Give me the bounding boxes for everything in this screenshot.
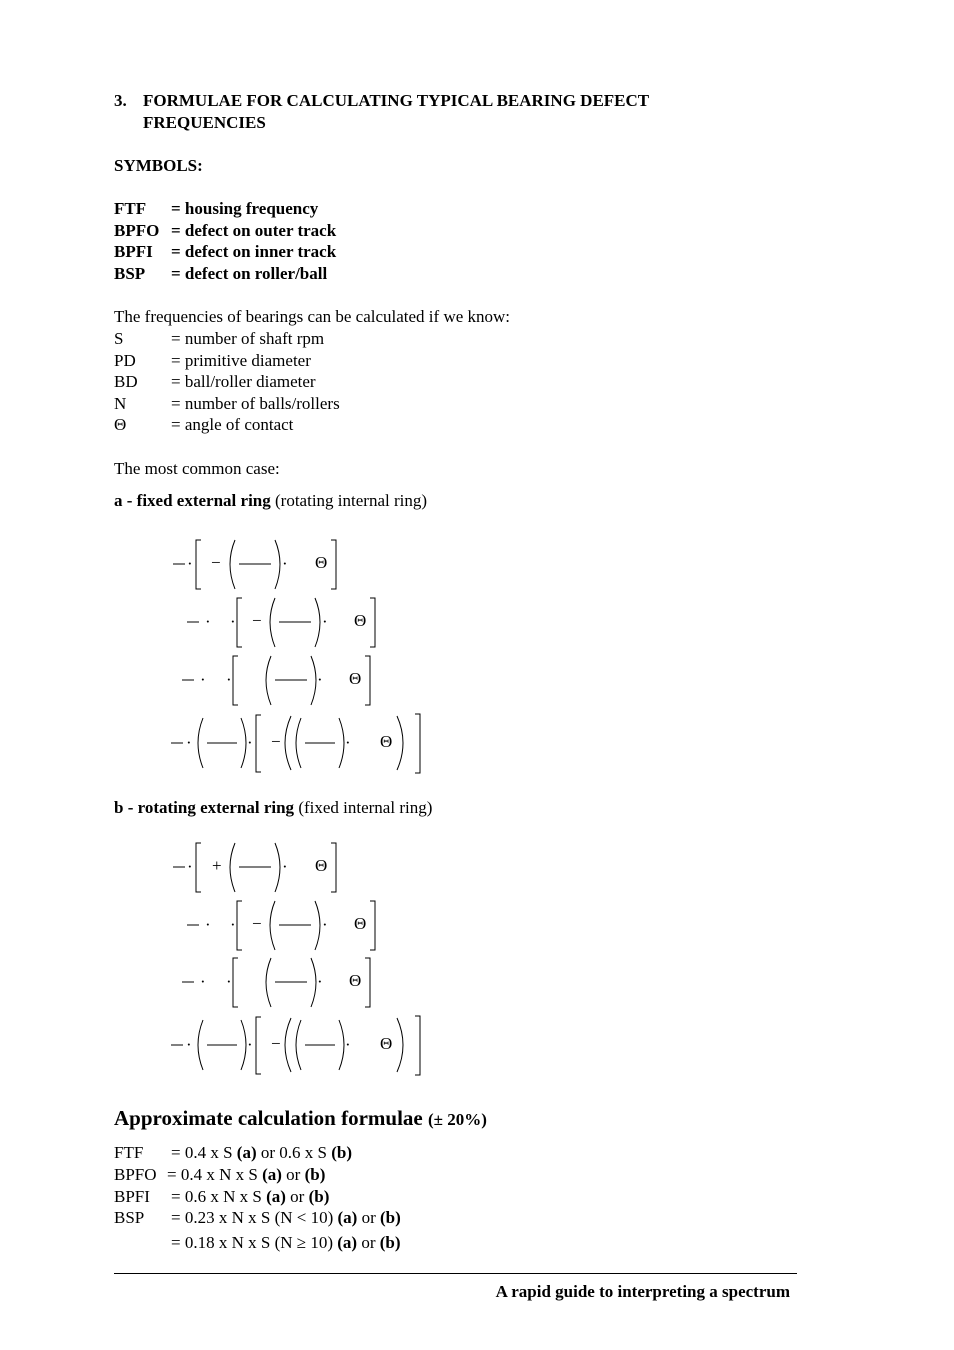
formula-dot: · xyxy=(205,915,211,934)
formula-minus: − xyxy=(252,611,262,630)
formula-dot: · xyxy=(187,554,193,573)
formula-dot: · xyxy=(247,1035,253,1054)
variable-desc: = ball/roller diameter xyxy=(171,372,316,391)
formula-dot: · xyxy=(317,972,323,991)
approx-abbr: FTF xyxy=(114,1143,144,1162)
variable-abbr: N xyxy=(114,394,127,413)
case-b-heading xyxy=(114,798,432,818)
variable-desc: = number of balls/rollers xyxy=(171,394,340,413)
formula-dot: · xyxy=(322,915,328,934)
formula-dot: · xyxy=(187,857,193,876)
formula-dot: · xyxy=(200,972,206,991)
symbol-abbr: BSP xyxy=(114,264,146,283)
approx-abbr: BPFO xyxy=(114,1165,157,1184)
case-b-bold: b - rotating external ring xyxy=(114,798,295,817)
approx-case-b: (b) xyxy=(304,1165,326,1184)
section-title-line1: FORMULAE FOR CALCULATING TYPICAL BEARING DEFECT xyxy=(143,91,650,110)
formula-dot: · xyxy=(317,670,323,689)
case-a-bold: a - fixed external ring xyxy=(114,491,271,510)
section-number: 3. xyxy=(114,91,127,110)
known-intro: The frequencies of bearings can be calculated if we know: xyxy=(114,307,511,326)
formula-minus: − xyxy=(271,732,281,751)
symbols-title: SYMBOLS: xyxy=(114,156,203,175)
approx-case-a: (a) xyxy=(337,1233,358,1252)
formula-theta: Θ xyxy=(354,914,367,933)
symbol-desc: = defect on outer track xyxy=(171,221,337,240)
formula-b-bpfi xyxy=(165,953,465,1013)
formula-dot: · xyxy=(247,733,253,752)
formula-a-bpfi xyxy=(165,651,465,711)
variable-desc: = primitive diameter xyxy=(171,351,311,370)
formula-theta: Θ xyxy=(380,1034,393,1053)
formula-dot: · xyxy=(322,612,328,631)
approx-expr-text: = 0.4 x S xyxy=(171,1143,237,1162)
case-b-normal: (fixed internal ring) xyxy=(298,798,433,817)
symbol-abbr: BPFI xyxy=(114,242,153,261)
formula-dot: · xyxy=(230,612,236,631)
symbol-desc: = defect on inner track xyxy=(171,242,337,261)
approx-case-b: (b) xyxy=(379,1233,401,1252)
formula-dot: · xyxy=(345,733,351,752)
approx-expr-text: = 0.18 x N x S (N ≥ 10) xyxy=(171,1233,338,1252)
approx-case-a: (a) xyxy=(337,1208,358,1227)
formula-minus: − xyxy=(211,553,221,572)
symbol-abbr: BPFO xyxy=(114,221,160,240)
formula-dot: · xyxy=(230,915,236,934)
formula-dot: · xyxy=(282,554,288,573)
variable-abbr: BD xyxy=(114,372,138,391)
approx-case-a: (a) xyxy=(236,1143,257,1162)
symbol-desc: = defect on roller/ball xyxy=(171,264,328,283)
approx-expr xyxy=(171,1208,401,1228)
formula-dot: · xyxy=(200,670,206,689)
footer-rule xyxy=(114,1273,797,1274)
approx-expr-text: = 0.4 x N x S xyxy=(167,1165,263,1184)
formula-b-bsp xyxy=(165,1012,485,1080)
formula-dot: · xyxy=(226,670,232,689)
formula-minus: − xyxy=(271,1034,281,1053)
formula-dot: · xyxy=(186,733,192,752)
formula-dot: · xyxy=(186,1035,192,1054)
formula-dot: · xyxy=(345,1035,351,1054)
formula-dot: · xyxy=(205,612,211,631)
formula-theta: Θ xyxy=(315,856,328,875)
approx-title-tolerance: (± 20%) xyxy=(428,1110,487,1129)
formula-dot: · xyxy=(226,972,232,991)
formula-theta: Θ xyxy=(349,971,362,990)
case-a-heading xyxy=(114,491,427,511)
approx-expr xyxy=(171,1143,352,1163)
approx-case-b: (b) xyxy=(380,1208,401,1227)
approx-title xyxy=(114,1106,487,1131)
approx-expr-text: = 0.23 x N x S (N < 10) xyxy=(171,1208,338,1227)
approx-expr xyxy=(171,1187,329,1207)
approx-case-b: (b) xyxy=(331,1143,353,1162)
footer-title: A rapid guide to interpreting a spectrum xyxy=(495,1282,790,1301)
approx-or: or xyxy=(281,1165,305,1184)
variable-desc: = number of shaft rpm xyxy=(171,329,325,348)
formula-b-ftf xyxy=(165,838,465,898)
variable-abbr: Θ xyxy=(114,415,127,434)
formula-theta: Θ xyxy=(380,732,393,751)
formula-a-bpfo xyxy=(165,593,465,653)
approx-expr xyxy=(171,1233,401,1253)
formula-minus: − xyxy=(252,914,262,933)
approx-title-main: Approximate calculation formulae xyxy=(114,1106,423,1130)
approx-or: or xyxy=(357,1208,381,1227)
approx-abbr: BPFI xyxy=(114,1187,150,1206)
approx-case-b: (b) xyxy=(308,1187,330,1206)
variable-abbr: S xyxy=(114,329,124,348)
formula-a-ftf xyxy=(165,535,465,595)
symbol-desc: = housing frequency xyxy=(171,199,319,218)
variable-desc: = angle of contact xyxy=(171,415,294,434)
section-title-line2: FREQUENCIES xyxy=(143,113,266,132)
approx-or: or 0.6 x S xyxy=(256,1143,332,1162)
formula-b-bpfo xyxy=(165,896,465,956)
formula-a-bsp xyxy=(165,710,485,778)
approx-case-a: (a) xyxy=(266,1187,286,1206)
approx-expr-text: = 0.6 x N x S xyxy=(171,1187,267,1206)
formula-theta: Θ xyxy=(315,553,328,572)
approx-expr xyxy=(167,1165,325,1185)
formula-dot: · xyxy=(282,857,288,876)
formula-theta: Θ xyxy=(349,669,362,688)
approx-abbr: BSP xyxy=(114,1208,145,1227)
formula-theta: Θ xyxy=(354,611,367,630)
variable-abbr: PD xyxy=(114,351,136,370)
symbol-abbr: FTF xyxy=(114,199,147,218)
common-case-label: The most common case: xyxy=(114,459,280,478)
approx-case-a: (a) xyxy=(262,1165,282,1184)
formula-plus: + xyxy=(212,856,222,875)
approx-or: or xyxy=(285,1187,309,1206)
case-a-normal: (rotating internal ring) xyxy=(275,491,428,510)
approx-or: or xyxy=(357,1233,380,1252)
